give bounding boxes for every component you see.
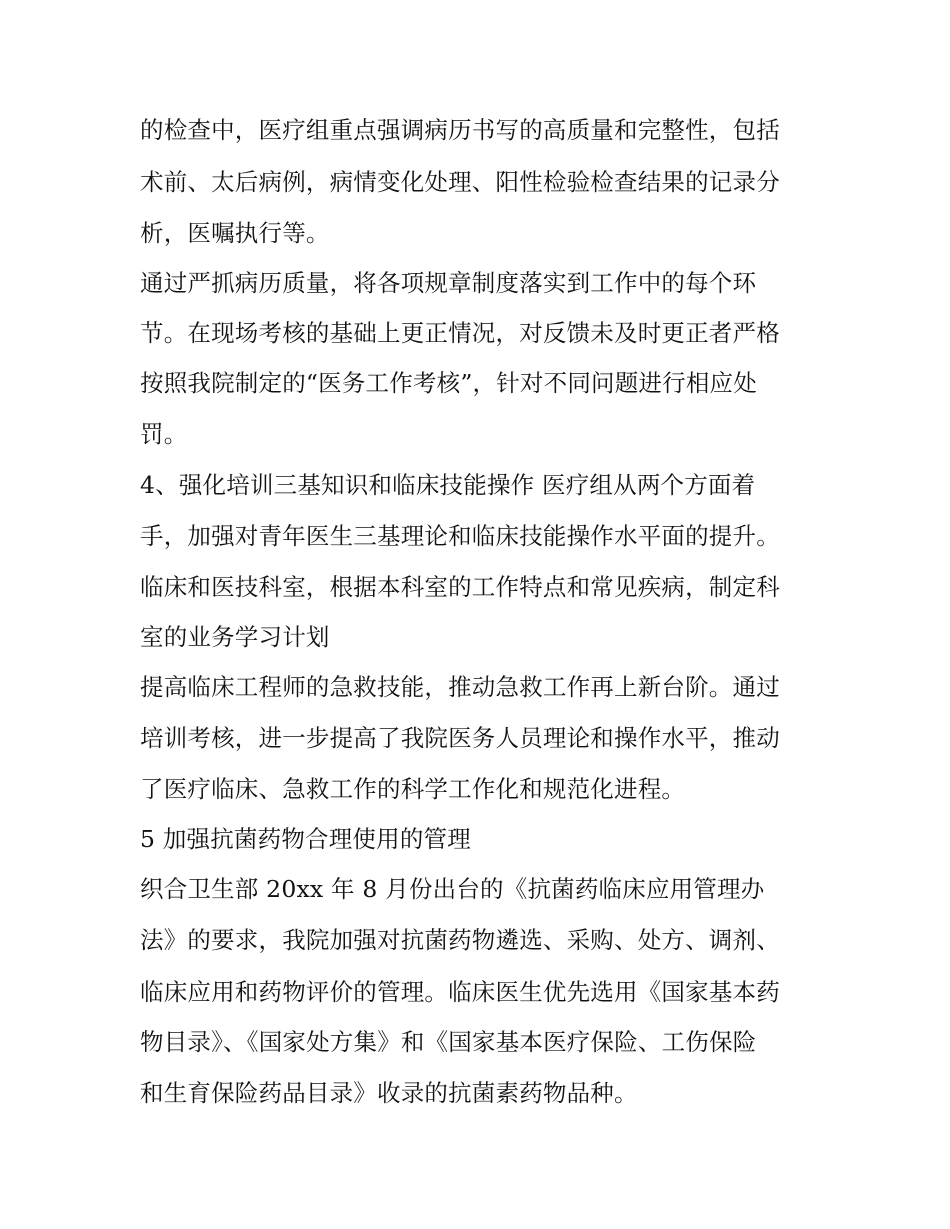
text-line: 物目录》、《国家处方集》和《国家基本医疗保险、工伤保险 — [140, 1028, 757, 1056]
text-line: 了医疗临床、急救工作的科学工作化和规范化进程。 — [140, 775, 686, 803]
section-heading: 5 加强抗菌药物合理使用的管理 — [140, 825, 471, 853]
text-line: 的检查中，医疗组重点强调病历书写的高质量和完整性，包括 — [140, 116, 780, 144]
text-line: 培训考核，进一步提高了我院医务人员理论和操作水平，推动 — [140, 724, 780, 752]
text-line: 4、强化培训三基知识和临床技能操作 医疗组从两个方面着 — [140, 471, 756, 499]
text-line: 手，加强对青年医生三基理论和临床技能操作水平面的提升。 — [140, 522, 780, 550]
text-line: 提高临床工程师的急救技能，推动急救工作再上新台阶。通过 — [140, 673, 780, 701]
text-line: 析，医嘱执行等。 — [140, 219, 330, 247]
text-line: 术前、太后病例，病情变化处理、阳性检验检查结果的记录分 — [140, 168, 780, 196]
text-line: 节。在现场考核的基础上更正情况，对反馈未及时更正者严格 — [140, 319, 780, 347]
text-line: 室的业务学习计划 — [140, 623, 330, 651]
text-line: 罚。 — [140, 420, 188, 448]
text-line: 通过严抓病历质量，将各项规章制度落实到工作中的每个环 — [140, 269, 757, 297]
text-line: 临床应用和药物评价的管理。临床医生优先选用《国家基本药 — [140, 978, 780, 1006]
text-line: 临床和医技科室，根据本科室的工作特点和常见疾病，制定科 — [140, 573, 780, 601]
text-line: 织合卫生部 20xx 年 8 月份出台的《抗菌药临床应用管理办 — [140, 875, 765, 903]
text-line: 法》的要求，我院加强对抗菌药物遴选、采购、处方、调剂、 — [140, 926, 780, 954]
text-line: 按照我院制定的“医务工作考核”，针对不同问题进行相应处 — [140, 369, 757, 397]
text-line: 和生育保险药品目录》收录的抗菌素药物品种。 — [140, 1079, 638, 1107]
